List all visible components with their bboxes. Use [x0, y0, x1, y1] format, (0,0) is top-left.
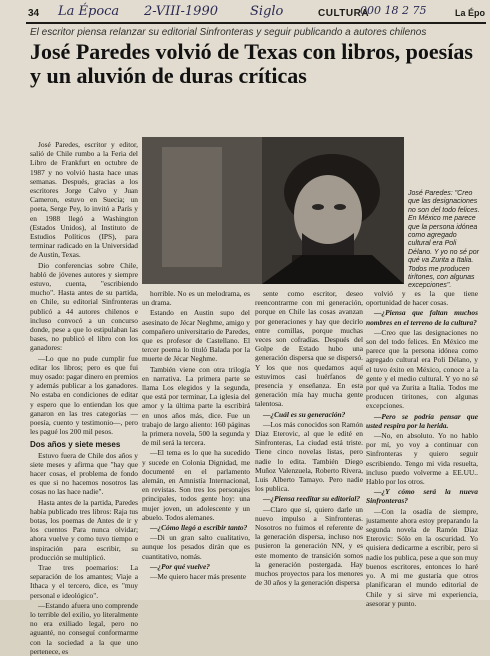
page-header [0, 0, 490, 22]
section-name: CULTURA [318, 8, 370, 19]
paragraph: horrible. No es un melodrama, es un drama. [142, 289, 250, 308]
handwritten-date: 2-VIII-1990 [144, 4, 218, 19]
paragraph: —No, en absoluto. Yo no hablo por mí, yo voy a continuar con Sinfronteras y quiero seguir escribiendo. Tengo mi vida resuelta, incluso puedo volverme a EE.UU.. Hablo por los otros. [366, 431, 478, 487]
paragraph: —Con la osadía de siempre, justamente ahora estoy preparando la segunda novela de Ramón Díaz Eterovic: Sólo en la oscuridad. Yo quisiera dedicarme a escribir, pero si nadie los publica, pese a que son muy buenos escritores, entonces lo haré yo. A mi me gustaría que otros planificaran el mundo editorial de Chile y si sirve mi experiencia, asesorar y punto. [366, 506, 478, 608]
paragraph: Estuvo fuera de Chile dos años y siete meses y afirma que "hay que hacer cosas, el problema de fondo es que si no hacemos nosotros las cosas no las hace nadie". [30, 450, 138, 497]
kicker: El escritor piensa relanzar su editorial Sinfronteras y seguir publicando a autores chilenos [30, 27, 427, 38]
column-2 [142, 289, 250, 599]
portrait-image [142, 137, 404, 284]
paragraph: —El tema es lo que ha sucedido y sucede en Colonia Dignidad, me documenté en el parlamento alemán, en Amnistía Internacional, en revistas. Son tres los personajes principales, todos gente hoy: una mujer joven, un adolescente y un abuelo. Todos alemanes. [142, 448, 250, 522]
paragraph: José Paredes, escritor y editor, salió de Chile rumbo a la Feria del Libro de Frankfurt en octubre de 1987 y no volvió hasta hace unas semanas. Después, gracias a los escritores Jorge Calvo y Juan Cameron, estuvo en Suecia; un poeta, Serge Pey, lo invitó a París y en 1988 llegó a Washington (Estados Unidos), al Instituto de Estudios Políticos (IPS), para terminar radicado en la Universidad de Austin, Texas. [30, 140, 138, 260]
interview-question: —¿Piensa que faltan muchos nombres en el terreno de la cultura? [366, 308, 478, 327]
handwritten-paper-name: La Época [58, 4, 120, 19]
paragraph: —Los más conocidos son Ramón Díaz Eterovic, al que le edité en Sinfronteras, La ciudad está triste. Tiene cinco novelas listas, pero nadie lo edita. También Diego Muñoz Valenzuela, Roberto Rivera, Luis Alberto Tamayo. Pero nadie los publica. [255, 419, 363, 494]
column-4 [366, 289, 478, 608]
paragraph: —Me quiero hacer más presente [150, 572, 247, 582]
interview-question: —Pero se podría pensar que usted respira por la herida. [366, 411, 478, 430]
paper-name: La Épo [455, 8, 486, 18]
author-photo [142, 137, 404, 284]
interview-question: —¿Por qué vuelve? [150, 561, 210, 571]
subheading: Dos años y siete meses [30, 439, 121, 449]
paragraph: sente como escritor, deseo reencontrarme con mi generación, porque en Chile las cosas avanzan por generaciones y hay que decirlo entre comillas, porque muchas veces son cofradías. Después del Golpe de Estado hubo una generación dispersa que se dispersó. Y los que nos quedamos aquí estuvimos casi huérfanos de presencia y enseñanza. En esta generación mía hay mucha gente talentosa. [255, 289, 363, 409]
page-number: 34 [28, 8, 40, 19]
paragraph: —Di un gran salto cualitativo, aunque los pesados dirán que es cuantitativo, nomás. [142, 533, 250, 561]
paragraph: —Claro que sí, quiero darle un nuevo impulso a Sinfronteras. Nosotros no fuimos el referente de la generación dispersa, incluso nos pusieron la generación NN, y es este momento de transición somos la generación postergada. Hay muchos proyectos para los menores de 30 años y la generación dispersa [255, 504, 363, 588]
paragraph: —Estando afuera uno comprende lo terrible del exilio, yo literalmente no era exiliado legal, pero no aguanté, no conseguí conformarme con la sociedad a la que uno pertenece, es [30, 600, 138, 656]
interview-question: —¿Cómo llegó a escribir tanto? [150, 523, 248, 533]
paragraph: Dio conferencias sobre Chile, habló de jóvenes autores y siempre estuvo, cuenta, "escribiendo mucho". Hasta antes de su partida, en Chile, su editorial Sinfronteras publicó a 44 autores chilenos e incluso convocó a un concurso donde, pese a que lo estipulaban las bases, no publicó el libro con los ganadores: [30, 260, 138, 353]
paragraph: —Creo que las designaciones no son del todo felices. En México me parece que la persona idónea como agregado cultural era Poli Délano, y el tuvo éxito en México, conoce a la gente y el medio cultural. Y yo no sé por qué va Zurita a Italia. Todos me producen tiritones, con algunas excepciones. [366, 327, 478, 411]
paragraph: Estando en Austin supo del asesinato de Jécar Neghme, amigo y compañero universitario de Paredes, que es profesor de Castellano. El tercer poema lo tituló Balada por la muerte de Jécar Neghme. [142, 308, 250, 364]
handwritten-code: 000 18 2 75 [360, 4, 427, 17]
handwritten-section: Siglo [250, 4, 284, 19]
interview-question: —¿Cuál es su generación? [263, 409, 346, 419]
interview-question: —¿Piensa reeditar su editorial? [263, 494, 361, 504]
column-1 [30, 140, 138, 656]
interview-question: —¿Y cómo será la nueva Sinfronteras? [366, 487, 478, 506]
headline: José Paredes volvió de Texas con libros, poesías y un aluvión de duras críticas [30, 39, 473, 88]
paragraph: Trae tres poemarios: La separación de los amantes; Viaje a Ithaca y el tercero, dice, es "muy personal e ideológico". [30, 562, 138, 600]
paragraph: Hasta antes de la partida, Paredes había publicado tres libros: Raja tus botas, los poemas de Antes de ir y los cuentos Para nunca olvidar; ahora vuelve y como tuvo tiempo e inspiración para escribir, su producción se multiplicó. [30, 497, 138, 562]
paragraph: —Lo que no pude cumplir fue editar los libros; pero es que fui muy osado: pagar dinero en premios y además publicar a los ganadores. No estaba en condiciones de editar y espero que lo entiendan los que ganaron en las tres categorías —poesía, cuento y testimonio—, pero les pagué los 200 mil pesos. [30, 353, 138, 437]
column-3 [255, 289, 363, 599]
paragraph: También viene con otra trilogía en narrativa. La primera parte se llama Los elegidos y la segunda, que está por terminar, La iglesia del amor y la última parte la escribirá en unos años más, dice. Fue un trabajo de largo aliento: 160 páginas la primera novela, 500 la segunda y de mil será la tercera. [142, 364, 250, 448]
photo-caption: José Paredes: "Creo que las designaciones no son del todo felices. En México me parece que la persona idónea como agregado cultural era Poli Délano. Y yo no sé por qué va Zurita a Italia. Todos me producen tirítones, con algunas excepciones". [408, 190, 480, 290]
paragraph: volvió y es la que tiene oportunidad de hacer cosas. [366, 289, 478, 308]
header-rule [26, 22, 486, 24]
